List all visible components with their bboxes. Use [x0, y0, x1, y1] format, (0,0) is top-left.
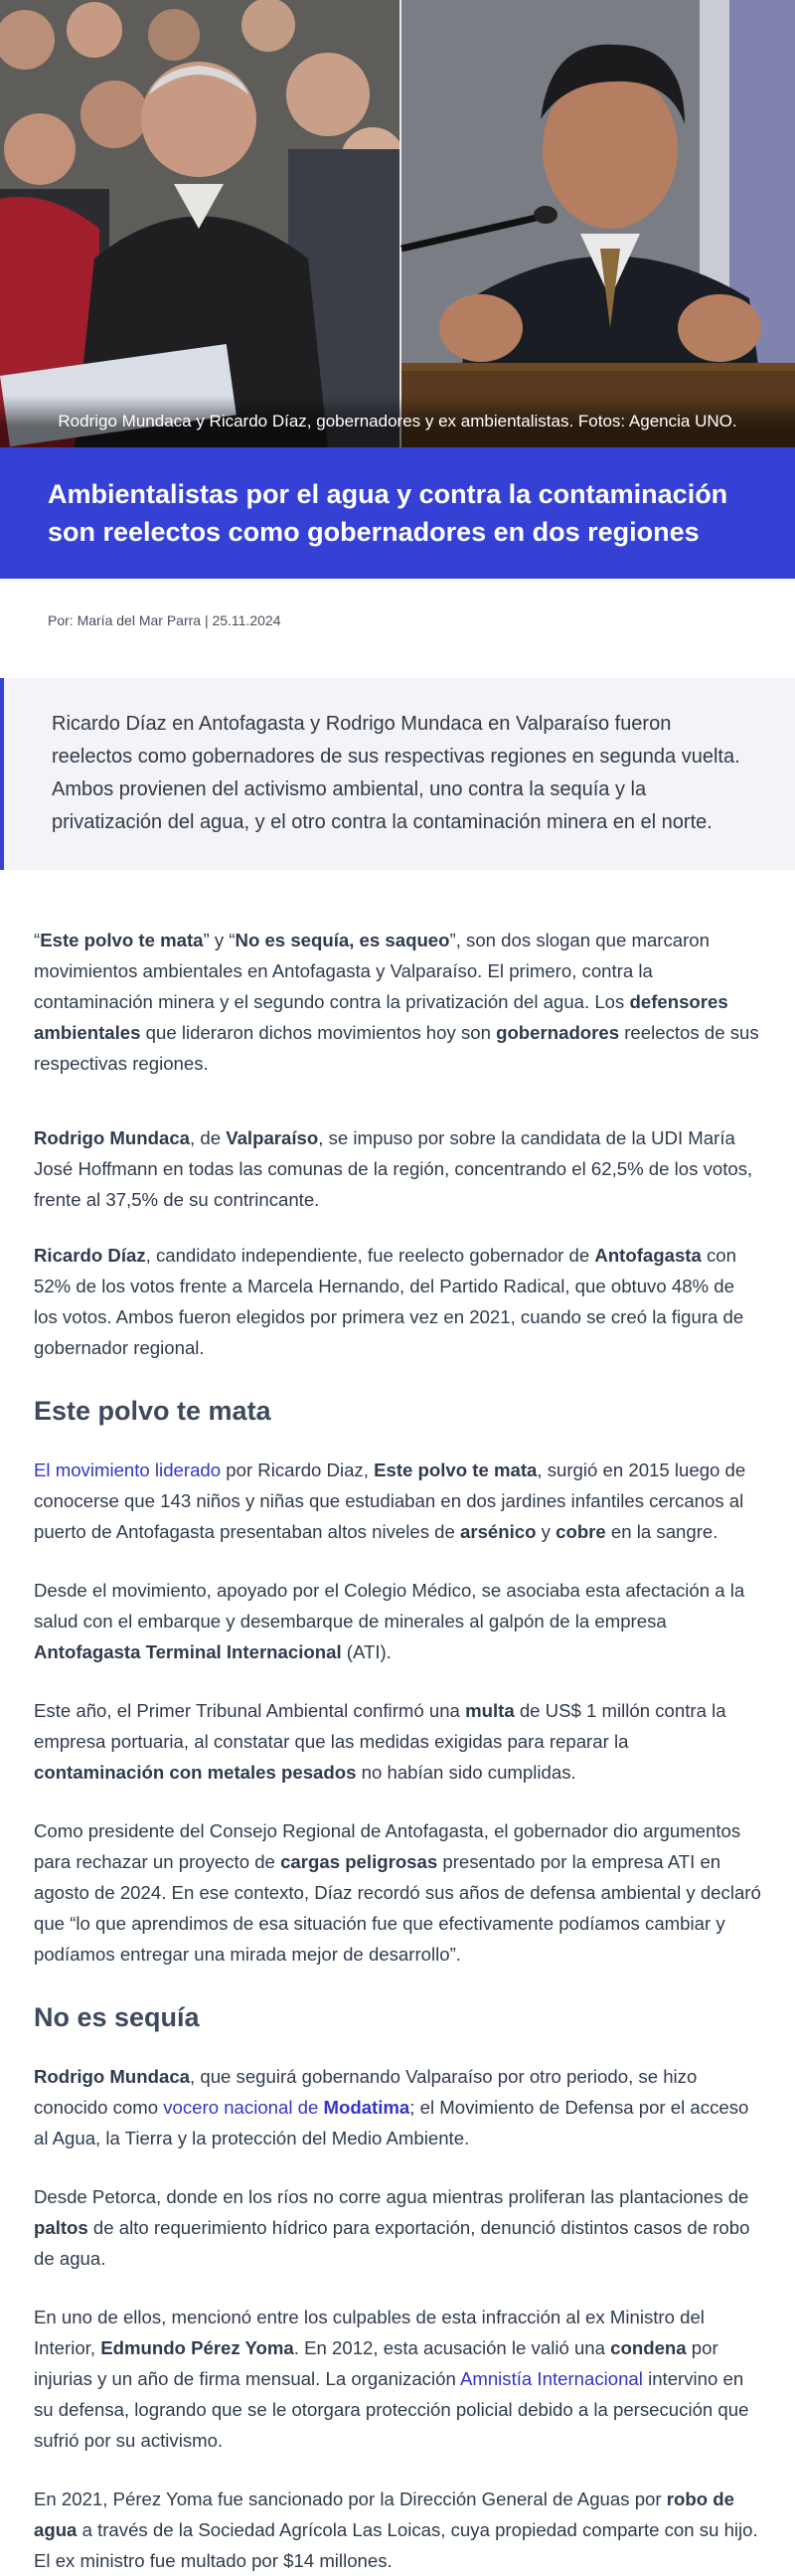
text: En uno de ellos, mencionó entre los culpables de esta infracción al ex Ministro del Interior,	[34, 2307, 705, 2358]
text: . En 2012, esta acusación le valió una	[293, 2337, 611, 2358]
text: Desde el movimiento, apoyado por el Colegio Médico, se asociaba esta afectación a la salud con el embarque y desembarque de minerales al galpón de la empresa	[34, 1580, 745, 1631]
section-heading-polvo: Este polvo te mata	[34, 1396, 271, 1426]
bold-text: Ricardo Díaz	[34, 1245, 146, 1266]
text: ”, son dos slogan que marcaron movimientos ambientales en Antofagasta y Valparaíso. El primero, contra la contaminación minera y el segundo contra la privatización del agua. Los	[34, 930, 710, 1012]
text: que lideraron dichos movimientos hoy son	[140, 1022, 497, 1043]
author-date: Por: María del Mar Parra | 25.11.2024	[48, 612, 281, 628]
link-text: vocero nacional de	[163, 2097, 324, 2118]
bold-text: No es sequía, es saqueo	[235, 930, 450, 950]
text: Como presidente del Consejo Regional de Antofagasta, el gobernador dio argumentos para rechazar un proyecto de	[34, 1820, 741, 1872]
text: a través de la Sociedad Agrícola Las Loicas, cuya propiedad comparte con su hijo. El ex ministro fue multado por $14 millones.	[34, 2519, 758, 2571]
paragraph-consejo-regional	[34, 1815, 761, 1970]
bold-text: Rodrigo Mundaca	[34, 1127, 191, 1148]
text: Desde Petorca, donde en los ríos no corre agua mientras proliferan las plantaciones de	[34, 2186, 749, 2207]
text: , candidato independiente, fue reelecto gobernador de	[145, 1245, 595, 1266]
section-heading-sequia: No es sequía	[34, 2002, 200, 2032]
bold-text: Rodrigo Mundaca	[34, 2066, 191, 2087]
text: de alto requerimiento hídrico para exportación, denunció distintos casos de robo de agua.	[34, 2217, 750, 2269]
photo-rodrigo-mundaca	[0, 0, 399, 447]
photo-ricardo-diaz	[401, 0, 795, 447]
paragraph-movimiento	[34, 1455, 761, 1547]
bold-text: condena	[610, 2337, 687, 2358]
text: no habían sido cumplidas.	[356, 1762, 576, 1783]
text: ” y “	[203, 930, 236, 950]
text: por injurias y un año de firma mensual. La organización	[34, 2337, 718, 2389]
text: , se impuso por sobre la candidata de la UDI María José Hoffmann en todas las comunas de la región, concentrando el 62,5% de los votos, frente al 37,5% de su contrincante.	[34, 1127, 753, 1210]
text: con 52% de los votos frente a Marcela Hernando, del Partido Radical, que obtuvo 48% de los votos. Ambos fueron elegidos por primera vez en 2021, cuando se creó la figura de gobernador regional.	[34, 1245, 744, 1358]
bold-text: cobre	[556, 1521, 606, 1542]
paragraph-diaz-result	[34, 1240, 761, 1363]
bold-text: Antofagasta Terminal Internacional	[34, 1641, 342, 1662]
text: y	[536, 1521, 556, 1542]
text: intervino en su defensa, logrando que se le otorgara protección policial debido a la persecución que sufrió por su activismo.	[34, 2368, 749, 2451]
text: , que seguirá gobernando Valparaíso por otro periodo, se hizo conocido como	[34, 2066, 698, 2118]
bold-text: defensores ambientales	[34, 991, 728, 1043]
bold-text: gobernadores	[496, 1022, 620, 1043]
paragraph-colegio-medico	[34, 1575, 761, 1667]
text: (ATI).	[341, 1641, 392, 1662]
link-bold-text: Modatima	[323, 2097, 410, 2118]
text: presentado por la empresa ATI en agosto de 2024. En ese contexto, Díaz recordó sus años de defensa ambiental y declaró que “lo que aprendimos de esa situación fue que efectivamente podíamos cambiar y podíamos entregar una mirada mejor de desarrollo”.	[34, 1851, 761, 1965]
bold-text: Este polvo te mata	[40, 930, 204, 950]
modatima-link[interactable]	[163, 2097, 409, 2118]
bold-text: contaminación con metales pesados	[34, 1762, 357, 1783]
bold-text: Este polvo te mata	[374, 1460, 538, 1480]
text: , surgió en 2015 luego de conocerse que 143 niños y niñas que estudiaban en dos jardines infantiles cercanos al puerto de Antofagasta presentaban altos niveles de	[34, 1460, 746, 1542]
text: en la sangre.	[605, 1521, 718, 1542]
text: En 2021, Pérez Yoma fue sancionado por la Dirección General de Aguas por	[34, 2489, 667, 2509]
lede-box	[0, 678, 795, 870]
bold-text: robo de agua	[34, 2489, 734, 2540]
page-title: Ambientalistas por el agua y contra la contaminación son reelectos como gobernadores en dos regiones	[48, 479, 728, 547]
bold-text: cargas peligrosas	[280, 1851, 438, 1872]
bold-text: arsénico	[460, 1521, 537, 1542]
paragraph-perez-yoma	[34, 2302, 761, 2456]
bold-text: multa	[465, 1700, 515, 1721]
text: de US$ 1 millón contra la empresa portuaria, al constatar que las medidas exigidas para reparar la	[34, 1700, 726, 1752]
paragraph-intro	[34, 925, 761, 1079]
headline-band	[0, 447, 795, 579]
byline	[0, 579, 795, 678]
bold-text: Valparaíso	[226, 1127, 319, 1148]
text: por Ricardo Diaz,	[221, 1460, 375, 1480]
text: reelectos de sus respectivas regiones.	[34, 1022, 759, 1074]
paragraph-petorca	[34, 2181, 761, 2274]
paragraph-mundaca-result	[34, 1122, 761, 1215]
text: “	[34, 930, 41, 950]
text: , de	[190, 1127, 227, 1148]
bold-text: Antofagasta	[594, 1245, 702, 1266]
paragraph-sancion	[34, 2484, 761, 2576]
bold-text: paltos	[34, 2217, 88, 2238]
paragraph-multa	[34, 1695, 761, 1788]
text: Este año, el Primer Tribunal Ambiental confirmó una	[34, 1700, 466, 1721]
bold-text: Edmundo Pérez Yoma	[100, 2337, 294, 2358]
lede-text: Ricardo Díaz en Antofagasta y Rodrigo Mundaca en Valparaíso fueron reelectos como gobernadores de sus respectivas regiones en segunda vuelta. Ambos provienen del activismo ambiental, uno contra la sequía y la privatización del agua, y el otro contra la contaminación minera en el norte.	[52, 713, 740, 833]
text: ; el Movimiento de Defensa por el acceso al Agua, la Tierra y la protección del Medio Ambiente.	[34, 2097, 749, 2148]
hero-image	[0, 0, 795, 447]
photo-caption: Rodrigo Mundaca y Ricardo Díaz, gobernadores y ex ambientalistas. Fotos: Agencia UNO.	[0, 396, 795, 447]
article-body	[0, 870, 795, 2576]
movimiento-link[interactable]: El movimiento liderado	[34, 1460, 222, 1480]
paragraph-modatima	[34, 2061, 761, 2153]
amnistia-link[interactable]: Amnistía Internacional	[459, 2368, 643, 2389]
